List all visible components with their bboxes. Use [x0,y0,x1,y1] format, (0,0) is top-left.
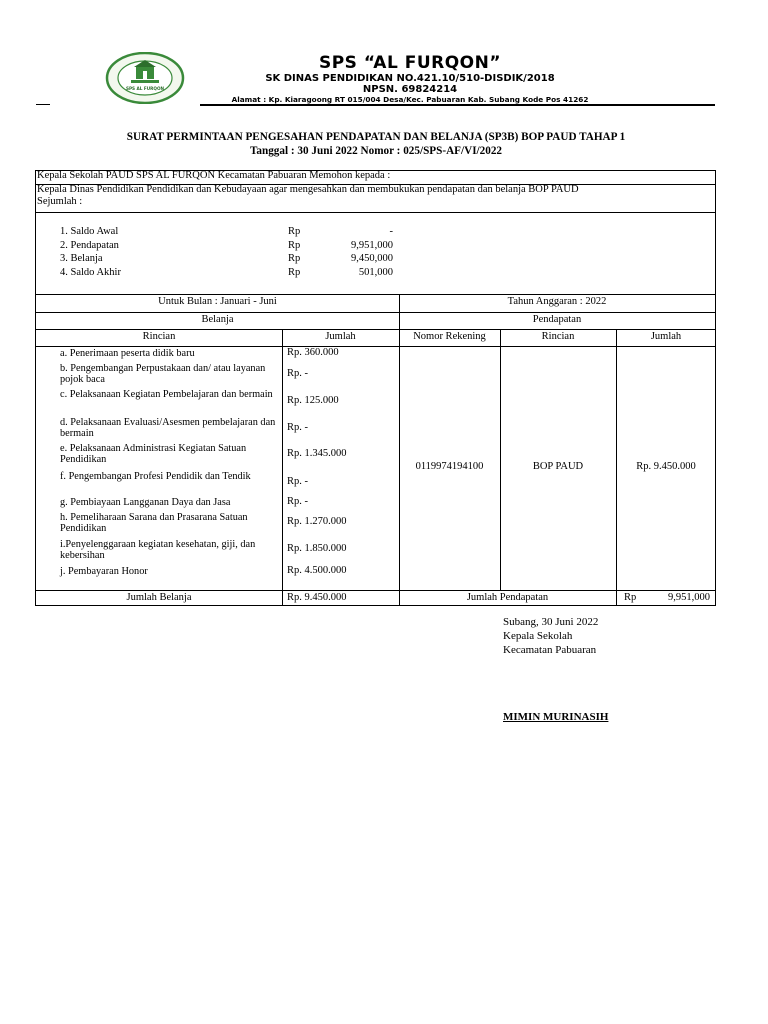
belanja-amount: Rp. 4.500.000 [287,565,347,576]
total-pendapatan-label: Jumlah Pendapatan [466,592,549,603]
period-label: Untuk Bulan : Januari - Juni [158,296,277,307]
signer-name: MIMIN MURINASIH [503,711,609,723]
summary-currency: Rp [288,253,301,264]
belanja-item: d. Pelaksanaan Evaluasi/Asesmen pembelajaran dan bermain [60,417,276,439]
fiscal-year-label: Tahun Anggaran : 2022 [507,296,607,307]
header-rule-left [36,104,50,105]
belanja-item: g. Pembiayaan Langganan Daya dan Jasa [60,497,231,508]
belanja-item: f. Pengembangan Profesi Pendidik dan Tendik [60,471,251,482]
pendapatan-jumlah: Rp. 9.450.000 [636,461,696,472]
school-address: Alamat : Kp. Kiaragoong RT 015/004 Desa/Kec. Pabuaran Kab. Subang Kode Pos 41262 [231,95,589,104]
belanja-item: i.Penyelenggaraan kegiatan kesehatan, giji, dan kebersihan [60,539,256,561]
summary-value: - [389,226,393,237]
request-line-3: Sejumlah : [37,196,83,207]
summary-label: 3. Belanja [60,253,103,264]
summary-currency: Rp [288,226,301,237]
belanja-header: Belanja [201,314,234,325]
logo-center-text: SPS AL FURQON [125,86,165,91]
belanja-amount: Rp. 1.270.000 [287,516,347,527]
pendapatan-rincian: BOP PAUD [532,461,584,472]
belanja-item: h. Pemeliharaan Sarana dan Prasarana Satuan Pendidikan [60,512,248,534]
belanja-item: b. Pengembangan Perpustakaan dan/ atau layanan pojok baca [60,363,266,385]
summary-value: 9,951,000 [351,240,393,251]
summary-label: 4. Saldo Akhir [60,267,121,278]
request-line-1: Kepala Sekolah PAUD SPS AL FURQON Kecamatan Pabuaran Memohon kepada : [37,170,391,181]
belanja-item: c. Pelaksanaan Kegiatan Pembelajaran dan bermain [60,389,273,400]
belanja-amount: Rp. - [287,368,308,379]
summary-currency: Rp [288,240,301,251]
belanja-item: j. Pembayaran Honor [60,566,148,577]
total-pendapatan-currency: Rp [624,592,637,603]
pendapatan-header: Pendapatan [532,314,582,325]
request-line-2: Kepala Dinas Pendidikan Pendidikan dan Kebudayaan agar mengesahkan dan membukukan pendapatan dan belanja BOP PAUD [37,184,579,195]
col-jumlah: Jumlah [325,331,356,342]
belanja-amount: Rp. 1.850.000 [287,543,347,554]
belanja-item: e. Pelaksanaan Administrasi Kegiatan Satuan Pendidikan [60,443,247,465]
school-npsn: NPSN. 69824214 [362,84,458,95]
total-pendapatan-value: 9,951,000 [668,592,710,603]
total-belanja-label: Jumlah Belanja [126,592,192,603]
summary-currency: Rp [288,267,301,278]
summary-label: 1. Saldo Awal [60,226,119,237]
belanja-amount: Rp. - [287,422,308,433]
signature-role: Kepala Sekolah [503,630,573,642]
pendapatan-norek: 0119974194100 [415,461,484,472]
belanja-amount: Rp. 360.000 [287,347,339,358]
col-rincian-pendapatan: Rincian [541,331,575,342]
col-rincian: Rincian [142,331,176,342]
summary-label: 2. Pendapatan [60,240,119,251]
total-belanja-value: Rp. 9.450.000 [287,592,347,603]
belanja-amount: Rp. - [287,496,308,507]
col-nomor-rekening: Nomor Rekening [413,331,486,342]
school-name: SPS “AL FURQON” [318,53,502,73]
document-date-number: Tanggal : 30 Juni 2022 Nomor : 025/SPS-AF/VI/2022 [249,145,503,157]
belanja-amount: Rp. 1.345.000 [287,448,347,459]
school-sk-number: SK DINAS PENDIDIKAN NO.421.10/510-DISDIK/2018 [265,73,555,84]
belanja-amount: Rp. 125.000 [287,395,339,406]
col-jumlah-pendapatan: Jumlah [650,331,682,342]
belanja-item: a. Penerimaan peserta didik baru [60,348,195,359]
signature-region: Kecamatan Pabuaran [503,644,597,656]
belanja-amount: Rp. - [287,476,308,487]
header-rule [200,104,715,106]
summary-value: 501,000 [358,267,393,278]
document-title: SURAT PERMINTAAN PENGESAHAN PENDAPATAN DAN BELANJA (SP3B) BOP PAUD TAHAP 1 [126,131,626,143]
signature-place-date: Subang, 30 Juni 2022 [503,616,599,628]
summary-value: 9,450,000 [351,253,393,264]
